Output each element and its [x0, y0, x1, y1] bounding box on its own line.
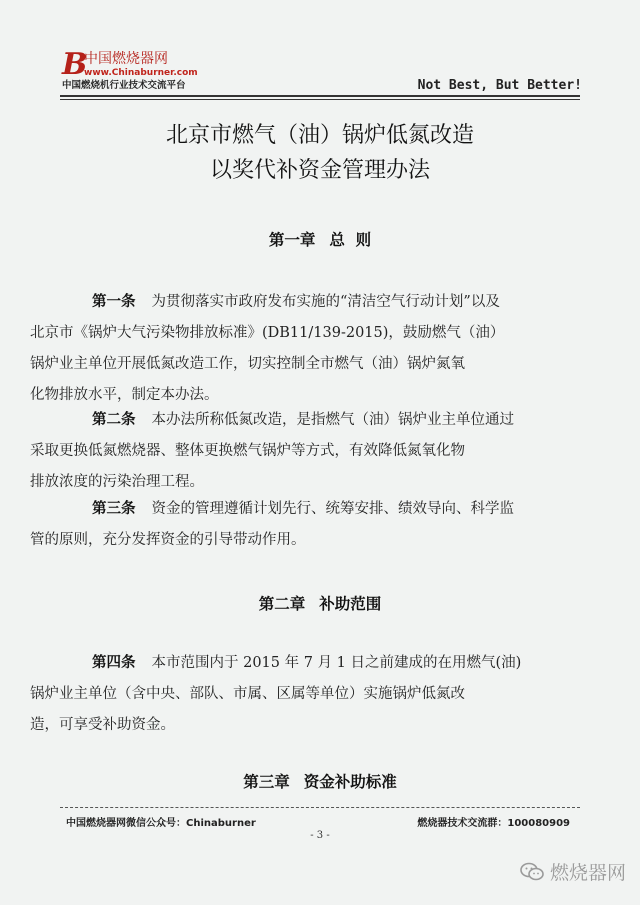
chapter-name: 补助范围: [319, 595, 382, 613]
header-slogan: Not Best, But Better!: [417, 78, 582, 93]
chapter-number: 第一章: [268, 231, 316, 249]
article-label: 第三条: [92, 501, 136, 517]
article-label: 第一条: [92, 294, 136, 310]
chapter-number: 第三章: [243, 773, 290, 791]
chapter-heading-2: [0, 592, 640, 614]
logo-letter: B: [62, 47, 88, 82]
article-text: 本市范围内于 2015 年 7 月 1 日之前建成的在用燃气(油): [151, 655, 522, 671]
article-text: 锅炉业主单位开展低氮改造工作，切实控制全市燃气（油）锅炉氮氧: [30, 356, 465, 372]
page-number: - 3 -: [310, 830, 330, 841]
article-text: 资金的管理遵循计划先行、统筹安排、绩效导向、科学监: [151, 501, 514, 517]
article-2: [30, 409, 594, 502]
site-logo: [62, 47, 202, 92]
article-text: 造，可享受补助资金。: [30, 717, 175, 733]
article-4: [30, 652, 594, 745]
document-title-line2: 以奖代补资金管理办法: [209, 158, 430, 183]
header-divider-thin: [60, 99, 580, 100]
chapter-name: 资金补助标准: [303, 773, 397, 791]
document-title-line1: 北京市燃气（油）锅炉低氮改造: [165, 123, 474, 148]
chapter-name: 总 则: [329, 231, 372, 249]
wechat-icon: [520, 862, 544, 882]
chapter-heading-3: [0, 770, 640, 792]
logo-subtitle: 中国燃烧机行业技术交流平台: [62, 80, 186, 91]
article-1: [30, 291, 594, 415]
logo-name: 中国燃烧器网: [84, 51, 168, 67]
footer-wechat-account: 中国燃烧器网微信公众号：Chinaburner: [66, 818, 256, 829]
footer-group-number: 燃烧器技术交流群：100080909: [417, 818, 570, 829]
article-label: 第二条: [92, 412, 136, 428]
watermark: [520, 858, 626, 885]
article-3: [30, 498, 594, 560]
article-text: 化物排放水平，制定本办法。: [30, 387, 219, 403]
chapter-heading-1: [0, 228, 640, 250]
article-text: 为贯彻落实市政府发布实施的“清洁空气行动计划”以及: [151, 294, 500, 310]
chapter-number: 第二章: [258, 595, 306, 613]
article-text: 本办法所称低氮改造，是指燃气（油）锅炉业主单位通过: [151, 412, 514, 428]
article-text: 排放浓度的污染治理工程。: [30, 474, 204, 490]
article-text: 管的原则，充分发挥资金的引导带动作用。: [30, 532, 306, 548]
article-label: 第四条: [92, 655, 136, 671]
watermark-text: 燃烧器网: [549, 862, 626, 884]
article-text: 采取更换低氮燃烧器、整体更换燃气锅炉等方式，有效降低氮氧化物: [30, 443, 465, 459]
article-text: 北京市《锅炉大气污染物排放标准》(DB11/139-2015)，鼓励燃气（油）: [30, 325, 505, 341]
logo-url: www.Chinaburner.com: [84, 68, 198, 78]
article-text: 锅炉业主单位（含中央、部队、市属、区属等单位）实施锅炉低氮改: [30, 686, 465, 702]
header-divider: [60, 95, 580, 97]
footer-divider: [60, 807, 580, 808]
